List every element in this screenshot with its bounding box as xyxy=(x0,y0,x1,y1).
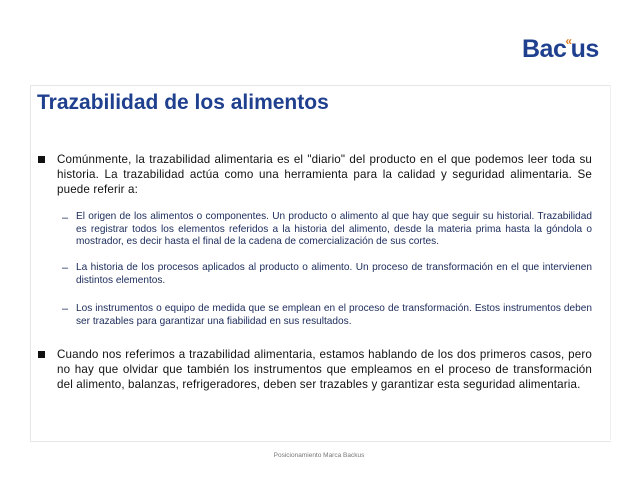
sub-item-dash: – xyxy=(62,262,69,274)
logo-text-part1: Bac xyxy=(522,35,567,63)
sub-item-origen: El origen de los alimentos o componentes. Un producto o alimento al que hay que seguir su historial. Trazabilidad es registrar todos los elementos referidos a la historia del alimento, desde la materia prima hasta la góndola o mostrador, es decir hasta el final de la cadena de comercialización de sus cortes. xyxy=(76,211,592,247)
sub-item-instrumentos: Los instrumentos o equipo de medida que se emplean en el proceso de transformación. Estos instrumentos deben ser trazables para garantizar una fiabilidad en sus resultados. xyxy=(76,303,592,327)
sub-item-dash: – xyxy=(62,303,69,315)
bullet-paragraph-1: Comúnmente, la trazabilidad alimentaria es el "diario" del producto en el que podemos leer toda su historia. La trazabilidad actúa como una herramienta para la calidad y seguridad alimentaria. Se puede referir a: xyxy=(57,153,592,196)
backus-logo xyxy=(522,35,599,67)
bullet-square-icon xyxy=(38,351,45,358)
sub-item-historia: La historia de los procesos aplicados al producto o alimento. Un proceso de transformación en el que intervienen distintos elementos. xyxy=(76,262,592,286)
sub-item-dash: – xyxy=(62,212,69,224)
content-frame-edge xyxy=(610,85,611,440)
logo-accent: « xyxy=(565,34,572,48)
footer-text: Posicionamiento Marca Backus xyxy=(273,452,365,459)
logo-text-part2: us xyxy=(570,35,599,63)
bullet-paragraph-2: Cuando nos referimos a trazabilidad alimentaria, estamos hablando de los dos primeros casos, pero no hay que olvidar que también los instrumentos que empleamos en el proceso de transformación del alimento, balanzas, refrigeradores, deben ser trazables y garantizar esta seguridad alimentaria. xyxy=(57,348,592,391)
bullet-square-icon xyxy=(38,156,45,163)
slide-title: Trazabilidad de los alimentos xyxy=(37,91,329,114)
